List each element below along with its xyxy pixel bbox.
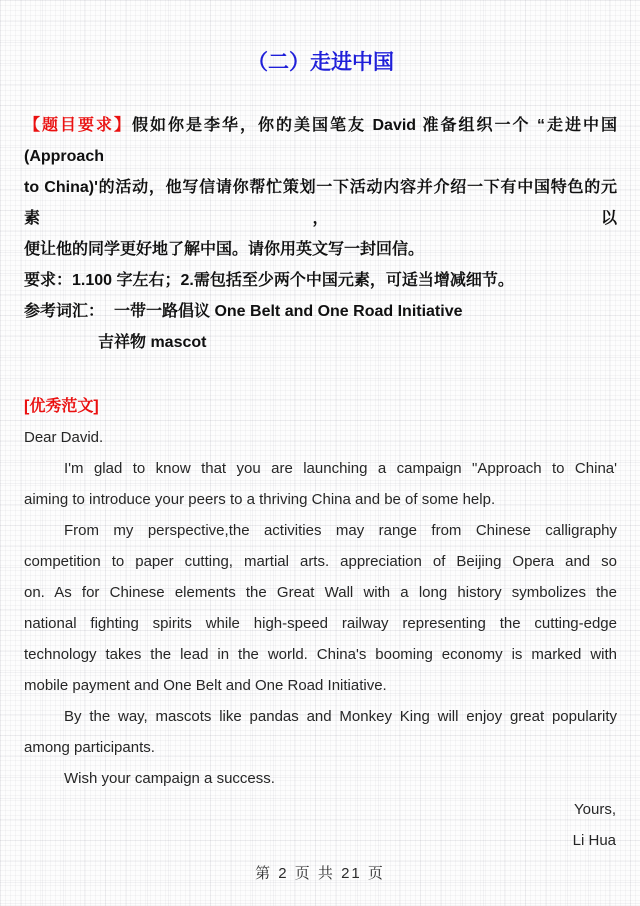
essay-line: technology takes the lead in the world. China's booming economy is marked with xyxy=(24,646,617,663)
vocab-label: 参考词汇： xyxy=(24,303,105,320)
prompt-section xyxy=(24,110,617,358)
prompt-line-3: 便让他的同学更好地了解中国。请你用英文写一封回信。 xyxy=(24,241,425,258)
essay-line: By the way, mascots like pandas and Monkey King will enjoy great popularity xyxy=(64,708,617,725)
model-essay-label: [优秀范文] xyxy=(24,398,99,415)
prompt-line-2: to China)'的活动，他写信请你帮忙策划一下活动内容并介绍一下有中国特色的元素，以 xyxy=(24,179,617,227)
vocab-item-belt-road: 一带一路倡议 One Belt and One Road Initiative xyxy=(114,303,463,320)
essay-signoff: Yours, xyxy=(574,801,616,818)
essay-line: national fighting spirits while high-speed railway representing the cutting-edge xyxy=(24,615,617,632)
essay-line: I'm glad to know that you are launching a campaign "Approach to China' xyxy=(64,460,617,477)
page-title: （二）走进中国 xyxy=(247,51,394,74)
requirements-line: 要求：1.100 字左右；2.需包括至少两个中国元素，可适当增减细节。 xyxy=(24,272,514,289)
vocab-line-1 xyxy=(24,296,617,327)
vocab-line-2: 吉祥物 mascot xyxy=(98,334,207,351)
essay-closing-line: Wish your campaign a success. xyxy=(64,770,275,787)
essay-signature: Li Hua xyxy=(572,832,616,849)
prompt-label: 【题目要求】 xyxy=(24,117,133,134)
page-number-indicator: 第 2 页 共 21 页 xyxy=(255,865,385,882)
essay-line: on. As for Chinese elements the Great Wall with a long history symbolizes the xyxy=(24,584,617,601)
essay-line: among participants. xyxy=(24,739,155,756)
prompt-line-1-text: 假如你是李华，你的美国笔友 David 准备组织一个 “走进中国(Approach xyxy=(24,117,617,165)
essay-line: mobile payment and One Belt and One Road Initiative. xyxy=(24,677,387,694)
model-essay-section xyxy=(24,391,617,856)
essay-salutation: Dear David. xyxy=(24,429,104,446)
prompt-line-1 xyxy=(24,110,617,172)
essay-line: competition to paper cutting, martial arts. appreciation of Beijing Opera and so xyxy=(24,553,617,570)
essay-line: aiming to introduce your peers to a thriving China and be of some help. xyxy=(24,491,496,508)
essay-line: From my perspective,the activities may range from Chinese calligraphy xyxy=(64,522,617,539)
